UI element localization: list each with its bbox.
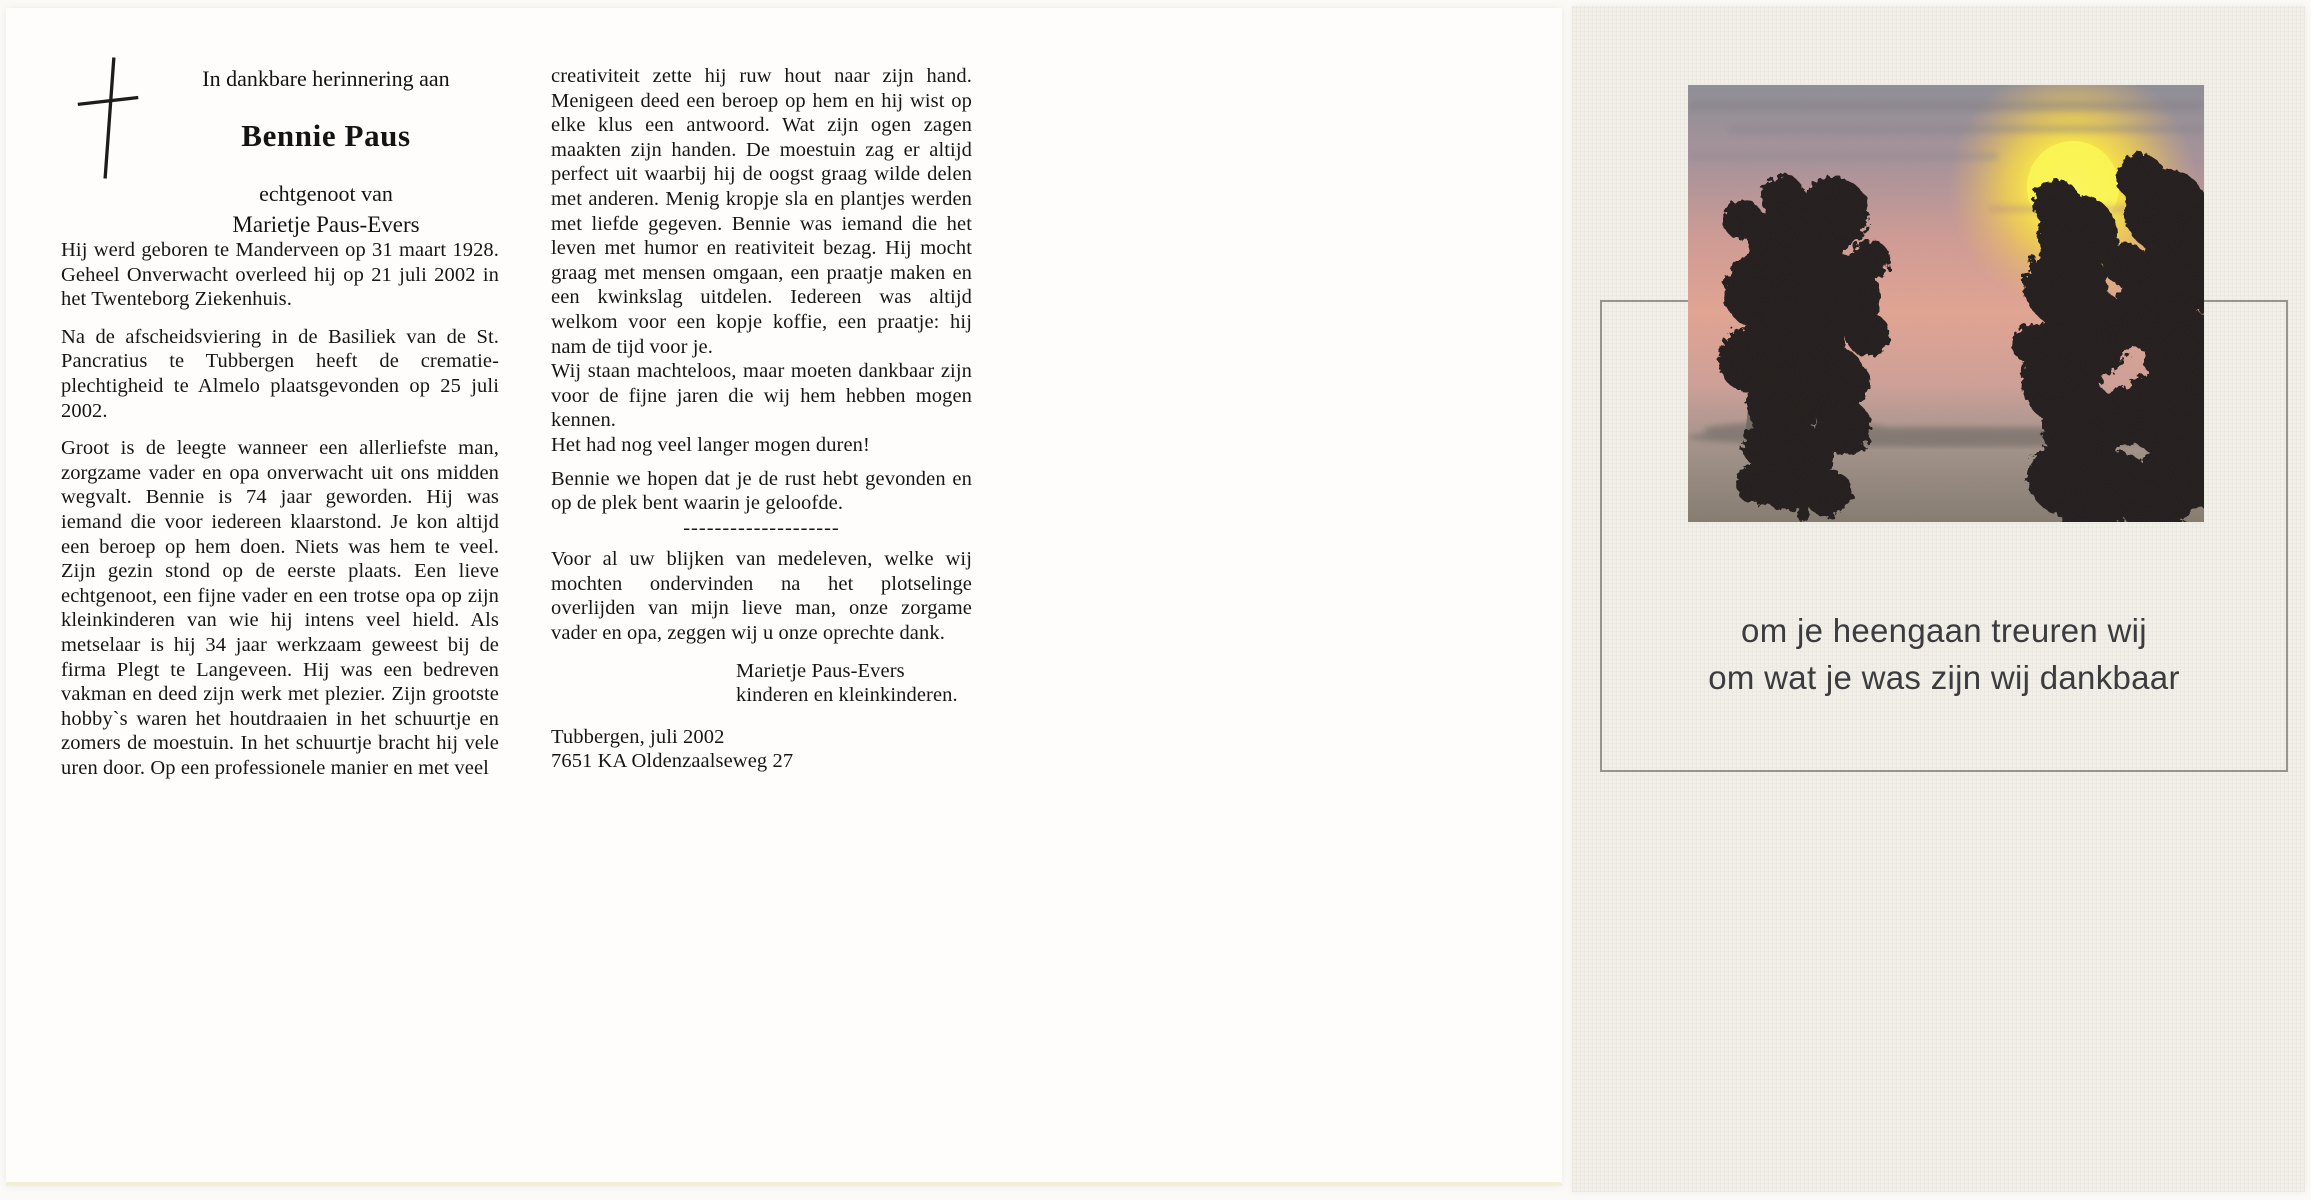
signature-block <box>551 659 972 708</box>
dashed-separator: -------------------- <box>683 516 840 539</box>
address-line: 7651 KA Oldenzaalseweg 27 <box>551 750 794 773</box>
paragraph-funeral: Na de afscheidsviering in de Basiliek van de St. Pancratius te Tubbergen heeft de crematie-plechtigheid te Almelo plaatsgevonden op 25 juli 2002. <box>61 325 499 422</box>
verse-line-2: om wat je was zijn wij dankbaar <box>1708 659 2180 696</box>
spouse-name: Marietje Paus-Evers <box>232 212 420 237</box>
cross-icon <box>70 52 148 184</box>
place-date-block <box>551 725 972 774</box>
paragraph-life-story-continued: creativiteit zette hij ruw hout naar zijn hand. Menigeen deed een beroep op hem en hij wist op elke klus een antwoord. Wat zijn ogen zagen maakten zijn handen. De moestuin zag er altijd perfect uit waarbij hij de oogst graag wilde delen met anderen. Menig kropje sla en plantjes werden met liefde gegeven. Bennie was iemand die het leven met humor en reativiteit bezag. Hij mocht graag met mensen omgaan, een praatje maken en een kwinkslag uitdelen. Iedereen was altijd welkom voor een kopje koffie, een praatje: hij nam de tijd voor je. <box>551 65 972 358</box>
paragraph-farewell: Bennie we hopen dat je de rust hebt gevonden en op de plek bent waarin je geloofde. <box>551 467 972 515</box>
memorial-card-text-side <box>6 8 1562 1186</box>
deceased-name: Bennie Paus <box>241 118 411 153</box>
text-column-1 <box>61 238 499 793</box>
memorial-verse <box>1600 607 2288 701</box>
sunset-photo <box>1688 85 2204 522</box>
verse-line-1: om je heengaan treuren wij <box>1741 612 2147 649</box>
text-column-2 <box>551 64 972 774</box>
paragraph-exclamation: Het had nog veel langer mogen duren! <box>551 433 870 456</box>
memorial-intro: In dankbare herinnering aan <box>202 66 450 91</box>
memorial-card-photo-side <box>1572 6 2305 1192</box>
paragraph-thanks: Voor al uw blijken van medeleven, welke wij mochten ondervinden na het plotselinge overlijden van mijn lieve man, onze zorgame vader en opa, zeggen wij u onze oprechte dank. <box>551 548 972 645</box>
memorial-header <box>144 66 508 238</box>
paragraph-gratitude: Wij staan machteloos, maar moeten dankbaar zijn voor de fijne jaren die wij hem hebben mogen kennen. <box>551 360 972 432</box>
relation-label: echtgenoot van <box>259 181 393 206</box>
paragraph-life-story: Groot is de leegte wanneer een allerliefste man, zorgzame vader en opa onverwacht uit ons midden wegvalt. Bennie is 74 jaar geworden. Hij was iemand die voor iedereen klaarstond. Je kon altijd een beroep op hem doen. Niets was hem te veel. Zijn gezin stond op de eerste plaats. Een lieve echtgenoot, een fijne vader en een trotse opa op zijn kleinkinderen van wie hij intens veel hield. Als metselaar is hij 34 jaar werkzaam geweest bij de firma Plegt te Langeveen. Hij was een bedreven vakman en deed zijn werk met plezier. Zijn grootste hobby`s waren het houtdraaien in het schuurtje en zomers de moestuin. In het schuurtje bracht hij vele uren door. Op een professionele manier en met veel <box>61 437 499 779</box>
signature-spouse: Marietje Paus-Evers <box>736 659 905 682</box>
signature-family: kinderen en kleinkinderen. <box>736 684 958 707</box>
place-date: Tubbergen, juli 2002 <box>551 725 725 748</box>
paragraph-birth-death: Hij werd geboren te Manderveen op 31 maart 1928. Geheel Onverwacht overleed hij op 21 juli 2002 in het Twenteborg Ziekenhuis. <box>61 239 499 311</box>
